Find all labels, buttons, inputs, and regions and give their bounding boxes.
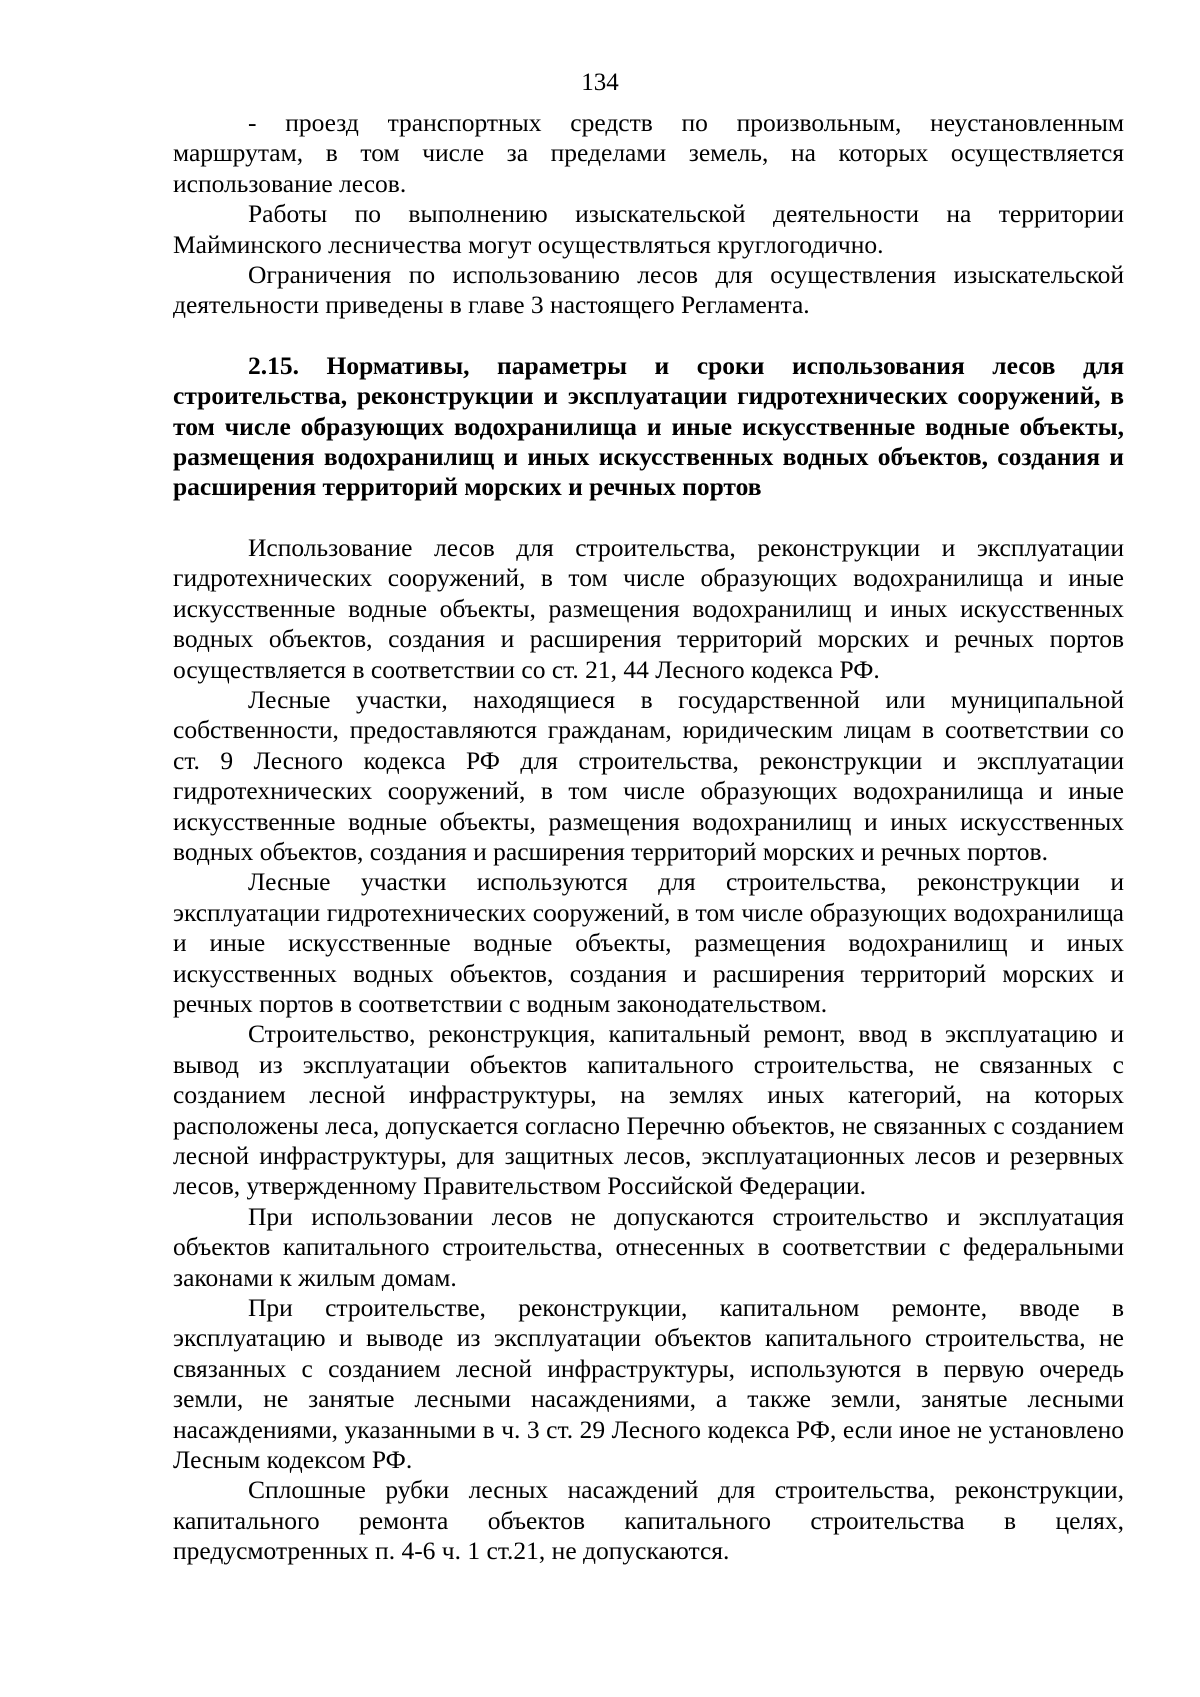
paragraph-survey-limits: Ограничения по использованию лесов для осуществления изыскательской деятельности приведены в главе 3 настоящего Регламента. (173, 260, 1124, 320)
paragraph-forest-plots-use: Лесные участки используются для строительства, реконструкции и эксплуатации гидротехнических сооружений, в том числе образующих водохранилища и иные искусственные водные объекты, размещения водохранилищ и иных искусственных водных объектов, создания и расширения территорий морских и речных портов в соответствии с водным законодательством. (173, 867, 1124, 1018)
paragraph-land-priority: При строительстве, реконструкции, капитальном ремонте, вводе в эксплуатацию и выводе из эксплуатации объектов капитального строительства, не связанных с созданием лесной инфраструктуры, используются в первую очередь земли, не занятые лесными насаждениями, а также земли, занятые лесными насаждениями, указанными в ч. 3 ст. 29 Лесного кодекса РФ, если иное не установлено Лесным кодексом РФ. (173, 1293, 1124, 1475)
section-heading: 2.15. Нормативы, параметры и сроки использования лесов для строительства, реконструкции и эксплуатации гидротехнических сооружений, в том числе образующих водохранилища и иные искусственные водные объекты, размещения водохранилищ и иных искусственных водных объектов, создания и расширения территорий морских и речных портов (173, 350, 1124, 502)
paragraph-residential-prohibition: При использовании лесов не допускаются строительство и эксплуатация объектов капитального строительства, отнесенных в соответствии с федеральными законами к жилым домам. (173, 1201, 1124, 1292)
section-gap (173, 321, 1124, 351)
paragraph-survey-work: Работы по выполнению изыскательской деятельности на территории Майминского лесничества могут осуществляться круглогодично. (173, 199, 1124, 259)
paragraph-forest-use: Использование лесов для строительства, реконструкции и эксплуатации гидротехнических сооружений, в том числе образующих водохранилища и иные искусственные водные объекты, размещения водохранилищ и иных искусственных водных объектов, создания и расширения территорий морских и речных портов осуществляется в соответствии со ст. 21, 44 Лесного кодекса РФ. (173, 532, 1124, 684)
paragraph-capital-construction: Строительство, реконструкция, капитальный ремонт, ввод в эксплуатацию и вывод из эксплуатации объектов капитального строительства, не связанных с созданием лесной инфраструктуры, на землях иных категорий, на которых расположены леса, допускается согласно Перечню объектов, не связанных с созданием лесной инфраструктуры, для защитных лесов, эксплуатационных лесов и резервных лесов, утвержденному Правительством Российской Федерации. (173, 1019, 1124, 1201)
paragraph-clear-cutting: Сплошные рубки лесных насаждений для строительства, реконструкции, капитального ремонта объектов капитального строительства в целях, предусмотренных п. 4-6 ч. 1 ст.21, не допускаются. (173, 1475, 1124, 1566)
paragraph-forest-plots-provision: Лесные участки, находящиеся в государственной или муниципальной собственности, предоставляются гражданам, юридическим лицам в соответствии со ст. 9 Лесного кодекса РФ для строительства, реконструкции и эксплуатации гидротехнических сооружений, в том числе образующих водохранилища и иные искусственные водные объекты, размещения водохранилищ и иных искусственных водных объектов, создания и расширения территорий морских и речных портов. (173, 684, 1124, 866)
section-gap (173, 503, 1124, 533)
document-body (173, 108, 1124, 1567)
page-number: 134 (581, 69, 619, 96)
paragraph-transport-restriction: - проезд транспортных средств по произвольным, неустановленным маршрутам, в том числе за пределами земель, на которых осуществляется использование лесов. (173, 108, 1124, 198)
